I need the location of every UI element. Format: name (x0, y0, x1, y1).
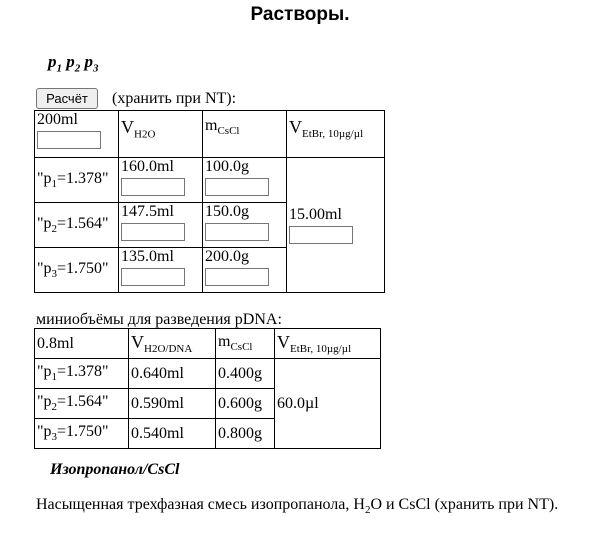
storage-note: (хранить при NT): (112, 90, 237, 107)
etbr-subscript: EtBr, 10µg/µl (302, 128, 364, 141)
v-symbol: V (121, 117, 134, 137)
volume-header-cell: 0.8ml (35, 329, 129, 359)
h2o-input[interactable] (121, 178, 185, 196)
h2o-cell: 0.540ml (129, 419, 216, 449)
etbr-cell: 15.00ml (287, 158, 385, 293)
etbr-header (287, 111, 385, 158)
density-cell: "$p_3=1.750$" (35, 248, 119, 293)
volume-header-cell (35, 111, 119, 158)
h2o-cell: 147.5ml (119, 203, 203, 248)
h2o-cell: 0.640ml (129, 359, 216, 389)
density-cell: "$p_3=1.750$" (35, 419, 129, 449)
etbr-input[interactable] (289, 226, 353, 244)
p-index: 2 (74, 62, 81, 75)
cscl-header: $m_{CsCl}$ (216, 329, 275, 359)
cscl-cell: 100.0g (203, 158, 287, 203)
total-volume-label: 200ml (37, 111, 78, 128)
m-symbol: m (205, 117, 218, 134)
h2o-cell: 135.0ml (119, 248, 203, 293)
cscl-subscript: CsCl (217, 125, 240, 138)
cscl-cell: 150.0g (203, 203, 287, 248)
density-cell: "$p_2=1.564$" (35, 203, 119, 248)
page-title: Растворы. (250, 4, 350, 25)
mini-volumes-note: миниобъёмы для разведения pDNA: (36, 311, 282, 328)
h2o-cell: 160.0ml (119, 158, 203, 203)
p-letter: p (48, 52, 57, 71)
table-header-row (35, 329, 381, 359)
cscl-input[interactable] (205, 178, 269, 196)
density-cell: "$p_1=1.378$" (35, 359, 129, 389)
cscl-input[interactable] (205, 223, 269, 241)
h2o-input[interactable] (121, 223, 185, 241)
etbr-header: $V_{EtBr, 10\mu g/\mu l}$ (275, 329, 381, 359)
etbr-cell: 60.0µl (275, 359, 381, 449)
cscl-header (203, 111, 287, 158)
cscl-cell: 0.600g (216, 389, 275, 419)
h2o-header (119, 111, 203, 158)
table-header-row (35, 111, 385, 158)
cscl-cell: 200.0g (203, 248, 287, 293)
h2o-input[interactable] (121, 268, 185, 286)
h2o-subscript: H2O (134, 128, 156, 141)
cscl-cell: 0.400g (216, 359, 275, 389)
table-row (35, 158, 385, 203)
total-volume-input[interactable] (37, 131, 101, 149)
p-letter: p (84, 52, 93, 71)
isopropanol-heading: Изопропанол/CsCl (50, 461, 180, 478)
density-cell: "$p_2=1.564$" (35, 389, 129, 419)
solutions-table (34, 110, 385, 293)
calculate-button[interactable]: Расчёт (36, 88, 98, 109)
mini-volumes-table (34, 328, 381, 449)
density-labels (48, 52, 99, 74)
table-row (35, 359, 381, 389)
p-index: 3 (93, 62, 99, 75)
p-index: 1 (56, 62, 62, 75)
h2o-dna-header: $V_{H2O/DNA}$ (129, 329, 216, 359)
cscl-cell: 0.800g (216, 419, 275, 449)
isopropanol-description: Насыщенная трехфазная смесь изопропанола, $H_2O$ и CsCl (хранить при NT). (36, 496, 559, 517)
h2o-cell: 0.590ml (129, 389, 216, 419)
p-letter: p (66, 52, 75, 71)
cscl-input[interactable] (205, 268, 269, 286)
v-symbol: V (289, 117, 302, 137)
density-cell: "$p_1=1.378$" (35, 158, 119, 203)
